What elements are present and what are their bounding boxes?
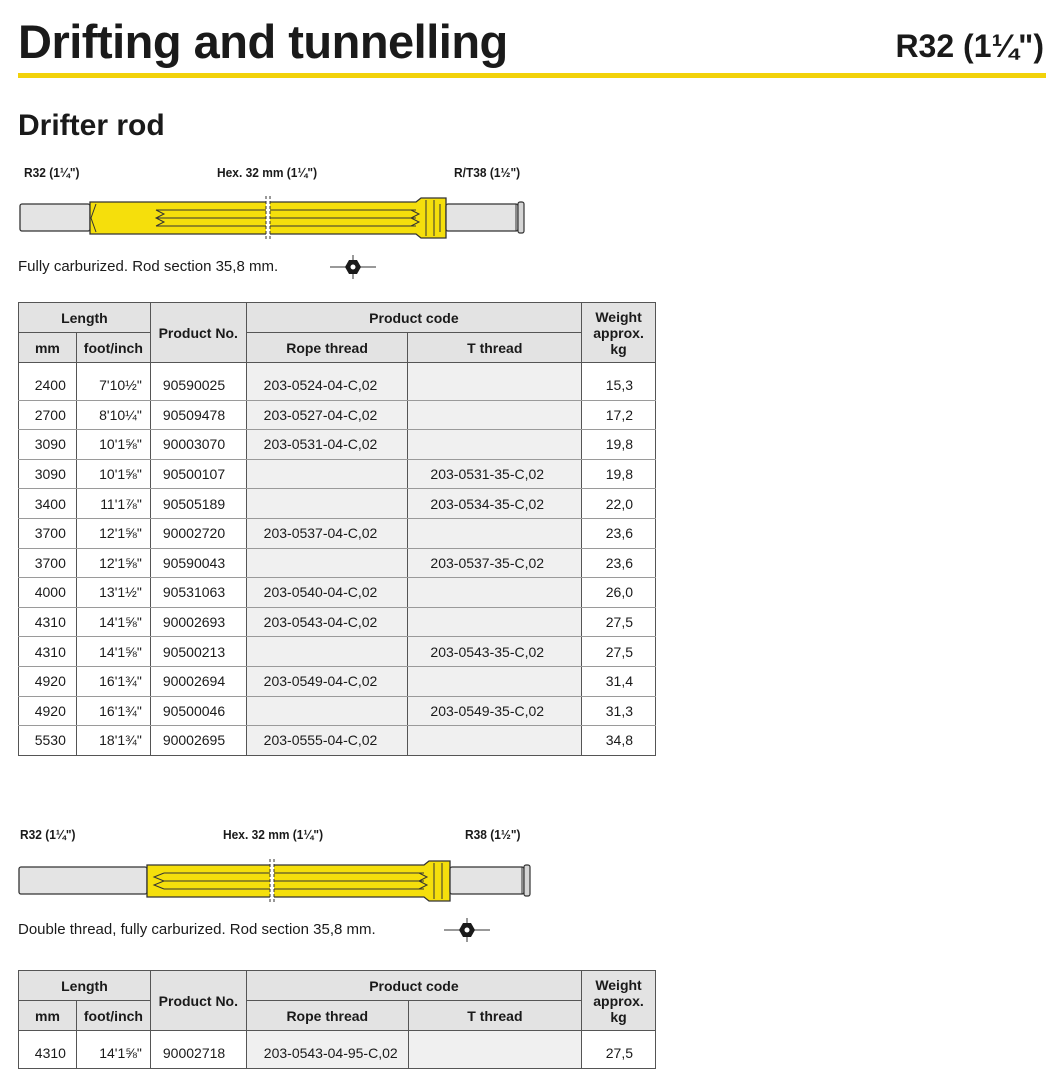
col-mm: mm <box>19 1001 77 1031</box>
table-row <box>19 1039 656 1069</box>
cell-foot-inch: 13'1½" <box>76 578 150 608</box>
col-rope-thread: Rope thread <box>246 333 408 363</box>
col-foot-inch: foot/inch <box>76 1001 150 1031</box>
cell-rope-thread: 203-0540-04-C,02 <box>246 578 408 608</box>
col-product-no: Product No. <box>150 303 246 363</box>
section-title: Drifter rod <box>18 109 165 142</box>
spacer-cell <box>19 1031 77 1039</box>
cell-t-thread <box>408 371 582 401</box>
cell-product-no: 90509478 <box>150 400 246 430</box>
table-row <box>19 696 656 726</box>
cell-t-thread <box>408 578 582 608</box>
cell-product-no: 90500107 <box>150 459 246 489</box>
product-table-1-body <box>19 363 656 756</box>
cell-product-no: 90002694 <box>150 666 246 696</box>
cell-t-thread: 203-0543-35-C,02 <box>408 637 582 667</box>
cell-foot-inch: 16'1¾" <box>76 696 150 726</box>
cell-t-thread: 203-0534-35-C,02 <box>408 489 582 519</box>
cell-mm: 3700 <box>19 518 77 548</box>
cell-rope-thread: 203-0543-04-C,02 <box>246 607 408 637</box>
title-rule <box>18 73 1046 78</box>
spacer-cell <box>246 1031 408 1039</box>
spacer-cell <box>76 1031 150 1039</box>
rod1-mid-label: Hex. 32 mm (1¼") <box>217 165 318 180</box>
col-foot-inch: foot/inch <box>76 333 150 363</box>
col-mm: mm <box>19 333 77 363</box>
spacer-cell <box>408 1031 581 1039</box>
cell-mm: 4310 <box>19 637 77 667</box>
rod2-mid-label: Hex. 32 mm (1¼") <box>223 827 324 842</box>
col-weight: Weight approx. kg <box>582 303 656 363</box>
cell-foot-inch: 18'1¾" <box>76 726 150 756</box>
page-code: R32 (1¼") <box>895 28 1044 64</box>
spacer-cell <box>582 1031 656 1039</box>
cell-rope-thread: 203-0531-04-C,02 <box>246 430 408 460</box>
col-length: Length <box>19 971 151 1001</box>
cell-rope-thread <box>246 637 408 667</box>
cell-mm: 2400 <box>19 371 77 401</box>
cell-mm: 2700 <box>19 400 77 430</box>
hex-section-icon <box>442 918 492 942</box>
cell-t-thread <box>408 726 582 756</box>
page-title: Drifting and tunnelling <box>18 15 508 68</box>
rod1-left-label: R32 (1¼") <box>24 165 80 180</box>
table-row <box>19 459 656 489</box>
cell-product-no: 90002693 <box>150 607 246 637</box>
spacer-cell <box>582 363 656 371</box>
cell-mm: 4310 <box>19 607 77 637</box>
cell-weight: 27,5 <box>582 607 656 637</box>
cell-product-no: 90002695 <box>150 726 246 756</box>
cell-rope-thread: 203-0549-04-C,02 <box>246 666 408 696</box>
cell-weight: 23,6 <box>582 518 656 548</box>
cell-foot-inch: 12'1⅝" <box>76 548 150 578</box>
cell-rope-thread <box>246 696 408 726</box>
cell-product-no: 90590025 <box>150 371 246 401</box>
cell-foot-inch: 16'1¾" <box>76 666 150 696</box>
cell-foot-inch: 12'1⅝" <box>76 518 150 548</box>
spacer-cell <box>76 363 150 371</box>
cell-mm: 3090 <box>19 459 77 489</box>
table-row <box>19 637 656 667</box>
cell-foot-inch: 10'1⅝" <box>76 430 150 460</box>
cell-weight: 34,8 <box>582 726 656 756</box>
cell-rope-thread <box>246 489 408 519</box>
cell-t-thread: 203-0537-35-C,02 <box>408 548 582 578</box>
cell-product-no: 90002718 <box>150 1039 246 1069</box>
rod2-right-label: R38 (1½") <box>465 827 521 842</box>
cell-weight: 15,3 <box>582 371 656 401</box>
rod1-right-label: R/T38 (1½") <box>454 165 521 180</box>
cell-product-no: 90531063 <box>150 578 246 608</box>
table-row <box>19 400 656 430</box>
col-t-thread: T thread <box>408 333 582 363</box>
table-row <box>19 489 656 519</box>
rod1-drawing <box>16 194 528 242</box>
cell-mm: 4000 <box>19 578 77 608</box>
cell-t-thread: 203-0531-35-C,02 <box>408 459 582 489</box>
cell-product-no: 90003070 <box>150 430 246 460</box>
col-length: Length <box>19 303 151 333</box>
col-t-thread: T thread <box>408 1001 581 1031</box>
cell-t-thread <box>408 666 582 696</box>
cell-mm: 4920 <box>19 696 77 726</box>
col-weight: Weight approx. kg <box>582 971 656 1031</box>
rod2-left-label: R32 (1¼") <box>20 827 76 842</box>
table-row <box>19 548 656 578</box>
rod2-caption: Double thread, fully carburized. Rod section 35,8 mm. <box>18 921 376 938</box>
cell-weight: 22,0 <box>582 489 656 519</box>
cell-foot-inch: 14'1⅝" <box>76 637 150 667</box>
cell-rope-thread: 203-0537-04-C,02 <box>246 518 408 548</box>
cell-foot-inch: 10'1⅝" <box>76 459 150 489</box>
cell-rope-thread: 203-0543-04-95-C,02 <box>246 1039 408 1069</box>
cell-product-no: 90590043 <box>150 548 246 578</box>
table-row <box>19 578 656 608</box>
cell-weight: 31,3 <box>582 696 656 726</box>
cell-t-thread: 203-0549-35-C,02 <box>408 696 582 726</box>
cell-t-thread <box>408 518 582 548</box>
table-row <box>19 607 656 637</box>
cell-rope-thread <box>246 459 408 489</box>
spacer-cell <box>246 363 408 371</box>
cell-product-no: 90505189 <box>150 489 246 519</box>
cell-weight: 31,4 <box>582 666 656 696</box>
cell-product-no: 90500213 <box>150 637 246 667</box>
hex-section-icon <box>328 255 378 279</box>
cell-product-no: 90500046 <box>150 696 246 726</box>
col-rope-thread: Rope thread <box>246 1001 408 1031</box>
table-row <box>19 430 656 460</box>
product-table-1 <box>18 302 656 756</box>
spacer-cell <box>408 363 582 371</box>
cell-product-no: 90002720 <box>150 518 246 548</box>
cell-weight: 19,8 <box>582 459 656 489</box>
product-table-2-body <box>19 1031 656 1069</box>
cell-rope-thread: 203-0524-04-C,02 <box>246 371 408 401</box>
cell-mm: 4920 <box>19 666 77 696</box>
cell-rope-thread: 203-0527-04-C,02 <box>246 400 408 430</box>
cell-weight: 26,0 <box>582 578 656 608</box>
cell-foot-inch: 7'10½" <box>76 371 150 401</box>
col-product-code: Product code <box>246 971 581 1001</box>
cell-mm: 4310 <box>19 1039 77 1069</box>
cell-mm: 3090 <box>19 430 77 460</box>
spacer-cell <box>19 363 77 371</box>
cell-rope-thread <box>246 548 408 578</box>
cell-foot-inch: 8'10¼" <box>76 400 150 430</box>
cell-t-thread <box>408 430 582 460</box>
cell-weight: 19,8 <box>582 430 656 460</box>
spacer-cell <box>150 1031 246 1039</box>
cell-t-thread <box>408 607 582 637</box>
rod2-drawing <box>14 857 534 905</box>
cell-foot-inch: 14'1⅝" <box>76 607 150 637</box>
cell-mm: 5530 <box>19 726 77 756</box>
cell-rope-thread: 203-0555-04-C,02 <box>246 726 408 756</box>
rod1-caption: Fully carburized. Rod section 35,8 mm. <box>18 258 279 275</box>
spacer-cell <box>150 363 246 371</box>
cell-foot-inch: 11'1⅞" <box>76 489 150 519</box>
cell-foot-inch: 14'1⅝" <box>76 1039 150 1069</box>
cell-t-thread <box>408 400 582 430</box>
cell-mm: 3400 <box>19 489 77 519</box>
product-table-2 <box>18 970 656 1069</box>
table-row <box>19 518 656 548</box>
col-product-code: Product code <box>246 303 581 333</box>
cell-weight: 27,5 <box>582 1039 656 1069</box>
cell-mm: 3700 <box>19 548 77 578</box>
cell-weight: 23,6 <box>582 548 656 578</box>
cell-weight: 27,5 <box>582 637 656 667</box>
col-product-no: Product No. <box>150 971 246 1031</box>
table-row <box>19 726 656 756</box>
cell-weight: 17,2 <box>582 400 656 430</box>
table-row <box>19 371 656 401</box>
cell-t-thread <box>408 1039 581 1069</box>
table-row <box>19 666 656 696</box>
